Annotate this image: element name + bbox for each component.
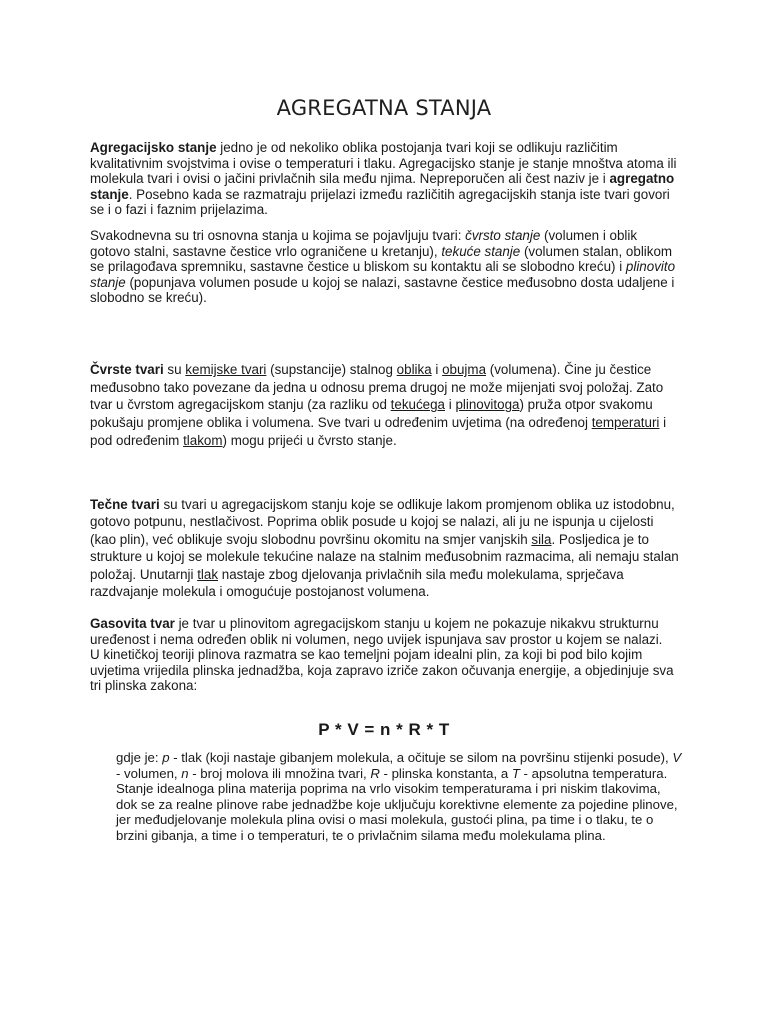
var-v: V xyxy=(672,750,682,765)
var-r: R xyxy=(370,765,380,781)
var-p: p xyxy=(162,750,170,765)
intro-paragraph: Agregacijsko stanje jedno je od nekoliko oblika postojanja tvari koji se odlikuju različitim kvalitativnim svojstvima i ovise o temperaturi i tlaku. Agregacijsko stanje je stanje mnoštva atoma ili molekula tvari i ovisi o jačini privlačnih sila među njima. Nepreporučen ali čest naziv je i agregatno stanje. Posebno kada se razmatraju prijelazi između različitih agregacijskih stanja iste tvari govori se i o fazi i faznim prijelazima. xyxy=(90,140,677,217)
term-tekuce-stanje: tekuće stanje xyxy=(441,243,521,259)
link-kemijske-tvari[interactable]: kemijske tvari xyxy=(185,362,267,377)
term-cvrsto-stanje: čvrsto stanje xyxy=(465,228,541,243)
term-agregatno-stanje: agregatno stanje xyxy=(90,171,675,202)
link-oblika[interactable]: oblika xyxy=(396,362,432,377)
term-tecne-tvari: Tečne tvari xyxy=(90,497,160,512)
link-tlakom[interactable]: tlakom xyxy=(183,432,223,448)
solids-paragraph: Čvrste tvari su kemijske tvari (supstancije) stalnog oblika i obujma (volumena). Čine ju čestice međusobno tako povezane da jedna u odnosu prema drugoj ne može mijenjati svoj položaj. Zato tvar u čvrstom agregacijskom stanju (za razliku od tekućega i plinovitoga) pruža otpor svakomu pokušaju promjene oblika i volumena. Sve tvari u određenim uvjetima (na određenoj temperaturi i pod određenim tlakom) mogu prijeći u čvrsto stanje. xyxy=(90,362,667,448)
link-obujma[interactable]: obujma xyxy=(442,362,487,377)
var-t: T xyxy=(511,765,520,781)
link-tlak[interactable]: tlak xyxy=(197,566,219,582)
link-tekucega[interactable]: tekućega xyxy=(390,397,446,413)
gases-paragraph: Gasovita tvar je tvar u plinovitom agregacijskom stanju u kojem ne pokazuje nikakvu strukturnu uređenost i nema određen oblik ni volumen, nego uvijek ispunjava sav prostor u kojem se nalazi. U kinetičkoj teoriji plinova razmatra se kao temeljni pojam idealni plin, za koji bi pod bilo kojim uvjetima vrijedila plinska jednadžba, koja zapravo izriče zakon očuvanja energije, a objedinjuje sva tri plinska zakona: xyxy=(90,616,674,693)
equation-explanation: gdje je: p - tlak (koji nastaje gibanjem molekula, a očituje se silom na površinu stijenki posude), V - volumen, n - broj molova ili množina tvari, R - plinska konstanta, a T - apsolutna temperatura. Stanje idealnoga plina materija poprima na vrlo visokim temperaturama i pri niskim tlakovima, dok se za realne plinove rabe jednadžbe koje uključuju korektivne elemente za pojedine plinove, jer međudjelovanje molekula plina ovisi o masi molekula, gustoći plina, pa time i o tlaku, te o brzini gibanja, a time i o temperaturi, te o privlačnim silama među molekulama plina. xyxy=(116,750,682,843)
term-cvrste-tvari: Čvrste tvari xyxy=(90,362,164,377)
link-temperaturi[interactable]: temperaturi xyxy=(591,415,660,431)
term-plinovito-stanje: plinovito stanje xyxy=(90,259,676,290)
term-agregacijsko-stanje: Agregacijsko stanje xyxy=(90,140,217,155)
gas-equation: P * V = n * R * T xyxy=(318,720,450,739)
page-title: AGREGATNA STANJA xyxy=(276,96,492,120)
link-sila[interactable]: sila xyxy=(531,531,552,547)
link-plinovitoga[interactable]: plinovitoga xyxy=(455,397,520,413)
var-n: n xyxy=(181,765,189,781)
term-gasovita-tvar: Gasovita tvar xyxy=(90,616,175,631)
liquids-paragraph: Tečne tvari su tvari u agregacijskom stanju koje se odlikuje lakom promjenom oblika uz istodobnu, gotovo potpunu, nestlačivost. Poprima oblik posude u kojoj se nalazi, ali ju ne ispunja u cijelosti (kao plin), već oblikuje svoju slobodnu površinu okomitu na smjer vanjskih sila. Posljedica je to strukture u kojoj se molekule tekućine nalaze na stalnim međusobnim razmacima, ali nemaju stalan položaj. Unutarnji tlak nastaje zbog djelovanja privlačnih sila među molekulama, sprječava razdvajanje molekula i omogućuje postojanost volumena. xyxy=(90,497,679,600)
states-paragraph: Svakodnevna su tri osnovna stanja u kojima se pojavljuju tvari: čvrsto stanje (volumen i oblik gotovo stalni, sastavne čestice vrlo ograničene u kretanju), tekuće stanje (volumen stalan, oblikom se prilagođava spremniku, sastavne čestice u bliskom su kontaktu ali se slobodno kreću) i plinovito stanje (popunjava volumen posude u kojoj se nalazi, sastavne čestice međusobno dosta udaljene i slobodno se kreću). xyxy=(90,228,676,305)
